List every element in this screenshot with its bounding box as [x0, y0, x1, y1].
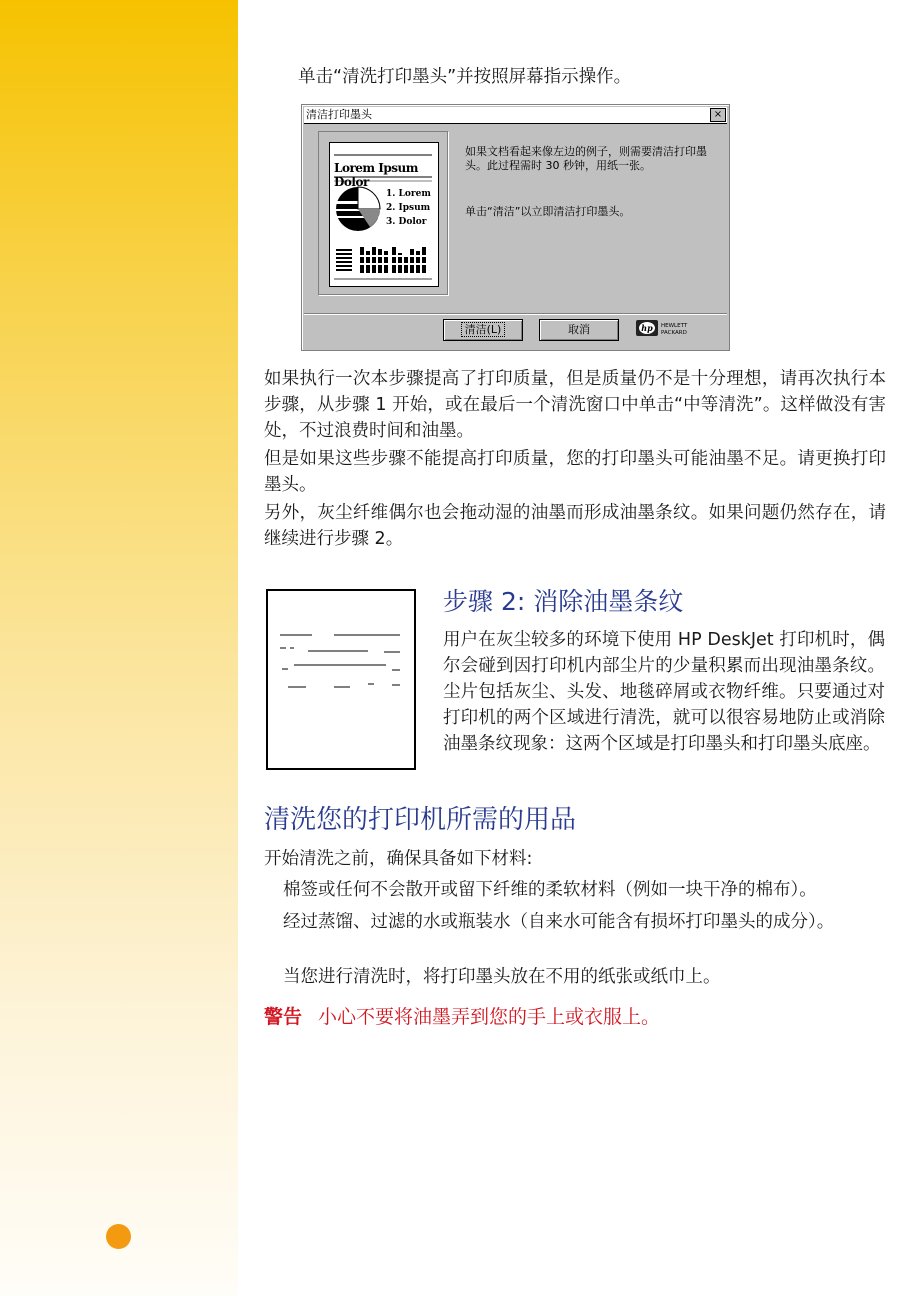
- close-icon[interactable]: ×: [710, 108, 726, 122]
- warning-text: 小心不要将油墨弄到您的手上或衣服上。: [318, 1006, 661, 1028]
- step2-paragraph: 用户在灰尘较多的环境下使用 HP DeskJet 打印机时，偶尔会碰到因打印机内部尘片的少量积累而出现油墨条纹。尘片包括灰尘、头发、地毯碎屑或衣物纤维。只要通过对打印机的两个区域进行清洗，就可以很容易地防止或消除油墨条纹现象：这两个区域是打印墨头和打印墨头底座。: [443, 630, 885, 754]
- supplies-list-item: 棉签或任何不会散开或留下纤维的柔软材料（例如一块干净的棉布）。: [283, 880, 817, 900]
- body-paragraph: 如果执行一次本步骤提高了打印质量，但是质量仍不是十分理想，请再次执行本步骤，从步骤 1 开始，或在最后一个清洗窗口中单击“中等清洗”。这样做没有害处，不过浪费时间和油墨。: [264, 369, 886, 441]
- sample-list-item: 1. Lorem: [386, 189, 431, 199]
- dialog-separator: [304, 313, 727, 315]
- page-marker-dot: [106, 1224, 131, 1249]
- hp-logo-icon: [636, 320, 700, 336]
- supplies-list-item: 经过蒸馏、过滤的水或瓶装水（自来水可能含有损坏打印墨头的成分）。: [283, 912, 835, 932]
- ink-streak-lines: [268, 591, 414, 768]
- ink-streak-illustration: [266, 589, 416, 770]
- warning-label: 警告: [264, 1006, 303, 1028]
- sample-document-thumbnail: [318, 131, 448, 295]
- cancel-button[interactable]: 取消: [539, 319, 619, 341]
- step2-heading: 步骤 2: 消除油墨条纹: [443, 587, 684, 616]
- supplies-list-item: 当您进行清洗时，将打印墨头放在不用的纸张或纸巾上。: [283, 967, 721, 987]
- logo-text-hewlett: HEWLETT: [661, 323, 688, 329]
- warning-note: [264, 1002, 660, 1029]
- supplies-heading: 清洗您的打印机所需的用品: [264, 805, 577, 835]
- dialog-title-bar: 清洁打印墨头: [304, 107, 727, 124]
- dialog-instruction: 单击“清洁”以立即清洁打印墨头。: [465, 205, 631, 218]
- sample-list-item: 2. Ipsum: [386, 203, 431, 213]
- body-paragraph: 另外，灰尘纤维偶尔也会拖动湿的油墨而形成油墨条纹。如果问题仍然存在，请继续进行步骤 2。: [264, 503, 886, 549]
- supplies-intro: 开始清洗之前，确保具备如下材料:: [264, 849, 533, 869]
- clean-button-label: 清洁(L): [462, 323, 505, 336]
- yellow-sidebar: [0, 0, 238, 1296]
- clean-printhead-dialog: [301, 104, 730, 351]
- dialog-description: 如果文档看起来像左边的例子，则需要清洁打印墨头。此过程需时 30 秒钟，用纸一张。: [465, 145, 707, 172]
- sample-list-item: 3. Dolor: [386, 217, 427, 227]
- logo-text-packard: PACKARD: [661, 330, 687, 336]
- sample-page: [329, 142, 439, 287]
- sample-title: Lorem Ipsum Dolor: [334, 161, 418, 189]
- clean-button[interactable]: [443, 319, 523, 341]
- intro-instruction: 单击“清洗打印墨头”并按照屏幕指示操作。: [298, 67, 632, 87]
- body-paragraph: 但是如果这些步骤不能提高打印质量，您的打印墨头可能油墨不足。请更换打印墨头。: [264, 449, 886, 495]
- svg-text:hp: hp: [641, 323, 653, 333]
